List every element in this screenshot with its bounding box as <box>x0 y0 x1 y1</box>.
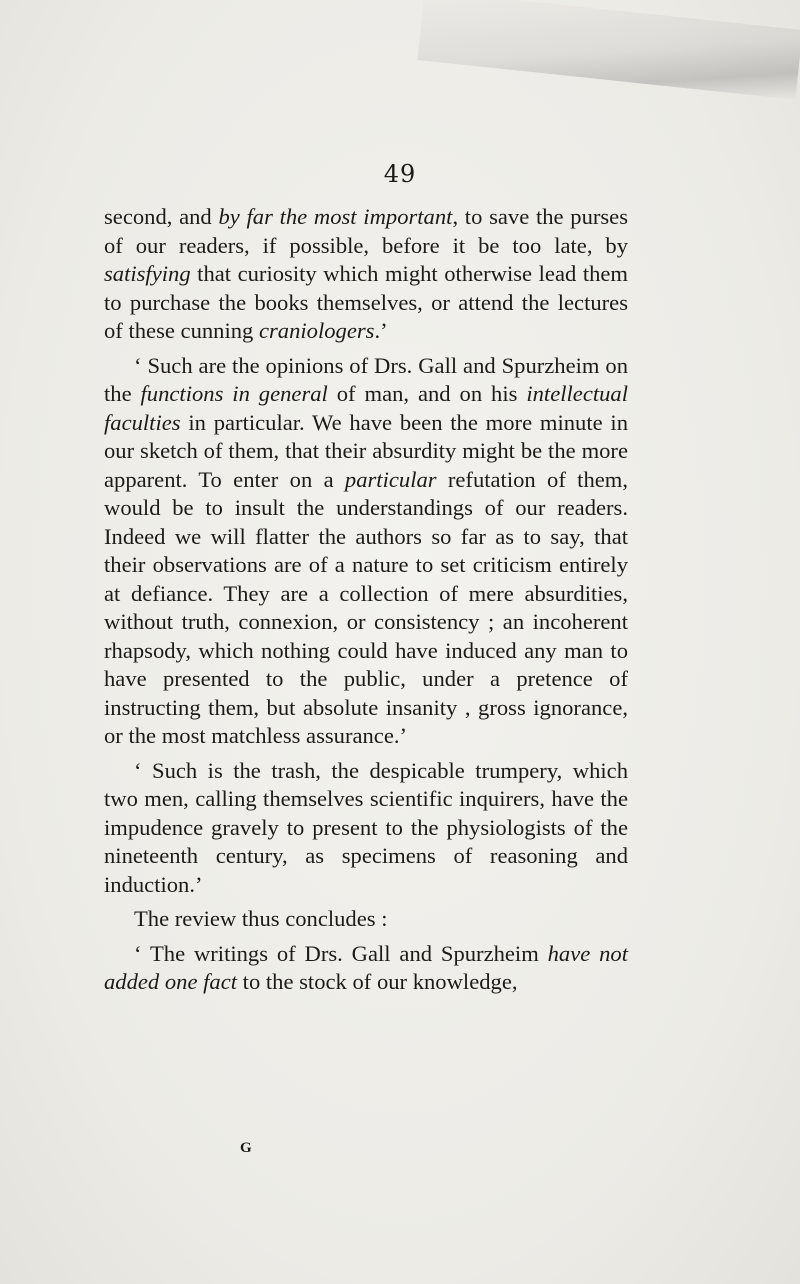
paper-stain <box>417 0 800 100</box>
italic-phrase: functions in general <box>140 381 328 406</box>
italic-phrase: by far the most important <box>218 204 453 229</box>
text-run: of man, and on his <box>327 381 527 406</box>
paragraph <box>104 352 628 751</box>
page-number: 49 <box>383 160 417 188</box>
text-run: refutation of them, would be to insult the understandings of our readers. Indeed we will flatter the authors so far as to say, that their observations are of a nature to set criticism entirely at defiance. They are a collection of mere absurdities, without truth, connexion, or consistency ; an incoherent rhapsody, which nothing could have induced any man to have presented to the public, under a pretence of instructing them, but absolute insanity , gross ignorance, or the most matchless assurance.’ <box>104 466 628 748</box>
text-run: , to save the purses of our readers, if possible, before it be too late, by <box>104 204 629 258</box>
paragraph <box>104 757 628 900</box>
text-run: second, and <box>104 204 219 229</box>
paragraph <box>104 940 628 997</box>
paragraph <box>104 203 628 346</box>
paragraph <box>104 905 628 934</box>
text-run: ‘ Such is the trash, the despicable trumpery, which two men, calling themselves scientific inquirers, have the impudence gravely to present to the physiologists of the nineteenth century, as specimens of reasoning and induction.’ <box>104 757 628 897</box>
text-run: ‘ The writings of Drs. Gall and Spurzheim <box>134 940 548 966</box>
body-text <box>104 203 628 1003</box>
text-run: ‘ Such are the opinions of Drs. Gall and Spurzheim on the <box>104 352 628 406</box>
text-run: in particular. We have been the more minute in our sketch of them, that their absurdity might be the more apparent. To enter on a <box>104 409 628 492</box>
text-run: .’ <box>374 318 388 343</box>
italic-phrase: satisfying <box>104 261 191 286</box>
text-run: to the stock of our knowledge, <box>237 969 518 994</box>
italic-phrase: particular <box>344 466 437 492</box>
italic-phrase: have not added one fact <box>104 940 628 994</box>
signature-mark: G <box>240 1140 252 1156</box>
italic-phrase: intellectual faculties <box>104 381 628 435</box>
text-run: The review thus concludes : <box>134 906 388 931</box>
italic-phrase: craniologers <box>258 318 375 343</box>
text-run: that curiosity which might otherwise lead them to purchase the books themselves, or attend the lectures of these cunning <box>104 261 628 343</box>
